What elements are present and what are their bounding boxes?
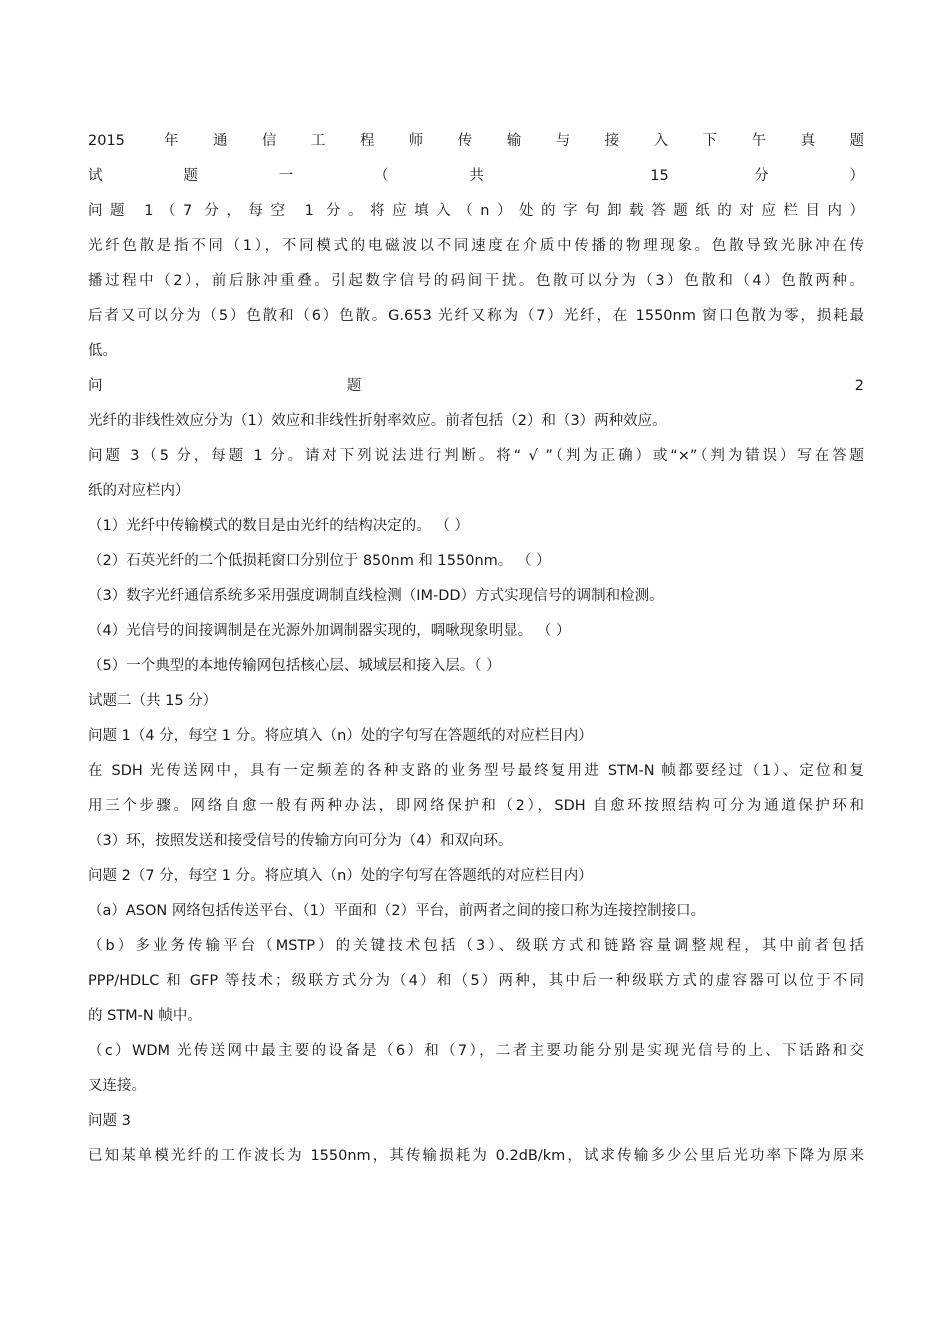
question-heading: 纸的对应栏内）	[88, 483, 190, 499]
question-heading: 问题 2（7 分，每空 1 分。将应填入（n）处的字句写在答题纸的对应栏目内）	[88, 868, 593, 884]
question-heading: 问题 3	[88, 1113, 131, 1129]
paragraph-line: 在 SDH 光传送网中，具有一定频差的各种支路的业务型号最终复用进 STM-N 帧都要经过（1）、定位和复	[88, 763, 864, 779]
section-heading-2: 试题二（共 15 分）	[88, 693, 218, 709]
list-item: （a）ASON 网络包括传送平台、（1）平面和（2）平台，前两者之间的接口称为连接控制接口。	[88, 903, 706, 919]
paragraph-line: 光纤色散是指不同（1），不同模式的电磁波以不同速度在介质中传播的物理现象。色散导致光脉冲在传	[88, 238, 864, 254]
judgement-item: （5）一个典型的本地传输网包括核心层、城域层和接入层。（ ）	[88, 658, 501, 674]
paragraph-line: 用三个步骤。网络自愈一般有两种办法，即网络保护和（2），SDH 自愈环按照结构可分为通道保护环和	[88, 798, 864, 814]
question-heading: 问题 1（7 分，每空 1 分。将应填入（n）处的字句卸载答题纸的对应栏目内）	[88, 203, 864, 219]
list-item: 的 STM-N 帧中。	[88, 1008, 202, 1024]
list-item: 叉连接。	[88, 1078, 146, 1094]
judgement-item: （4）光信号的间接调制是在光源外加调制器实现的，啁啾现象明显。 （ ）	[88, 623, 571, 639]
paragraph-line: （3）环，按照发送和接受信号的传输方向可分为（4）和双向环。	[88, 833, 513, 849]
paragraph-line: 后者又可以分为（5）色散和（6）色散。G.653 光纤又称为（7）光纤，在 1550nm 窗口色散为零，损耗最	[88, 308, 864, 324]
document-body	[88, 124, 864, 1174]
question-heading: 问题 1（4 分，每空 1 分。将应填入（n）处的字句写在答题纸的对应栏目内）	[88, 728, 593, 744]
question-heading: 问题 3（5 分，每题 1 分。请对下列说法进行判断。将“ √ ”（判为正确）或“×”（判为错误）写在答题	[88, 448, 864, 464]
list-item: PPP/HDLC 和 GFP 等技术；级联方式分为（4）和（5）两种，其中后一种级联方式的虚容器可以位于不同	[88, 973, 864, 989]
judgement-item: （3）数字光纤通信系统多采用强度调制直线检测（IM-DD）方式实现信号的调制和检测。	[88, 588, 664, 604]
paragraph-line: 光纤的非线性效应分为（1）效应和非线性折射率效应。前者包括（2）和（3）两种效应。	[88, 413, 667, 429]
list-item: （b）多业务传输平台（MSTP）的关键技术包括（3）、级联方式和链路容量调整规程，其中前者包括	[88, 938, 864, 954]
question-heading: 问题 2	[88, 378, 864, 394]
document-title: 2015 年通信工程师传输与接入下午真题	[88, 133, 864, 149]
paragraph-line: 已知某单模光纤的工作波长为 1550nm，其传输损耗为 0.2dB/km，试求传输多少公里后光功率下降为原来	[88, 1148, 864, 1164]
judgement-item: （2）石英光纤的二个低损耗窗口分别位于 850nm 和 1550nm。 （ ）	[88, 553, 551, 569]
list-item: （c）WDM 光传送网中最主要的设备是（6）和（7），二者主要功能分别是实现光信号的上、下话路和交	[88, 1043, 864, 1059]
section-heading-1: 试题一（共 15 分）	[88, 168, 864, 184]
paragraph-line: 低。	[88, 343, 117, 359]
judgement-item: （1）光纤中传输模式的数目是由光纤的结构决定的。 （ ）	[88, 518, 469, 534]
paragraph-line: 播过程中（2），前后脉冲重叠。引起数字信号的码间干扰。色散可以分为（3）色散和（4）色散两种。	[88, 273, 864, 289]
